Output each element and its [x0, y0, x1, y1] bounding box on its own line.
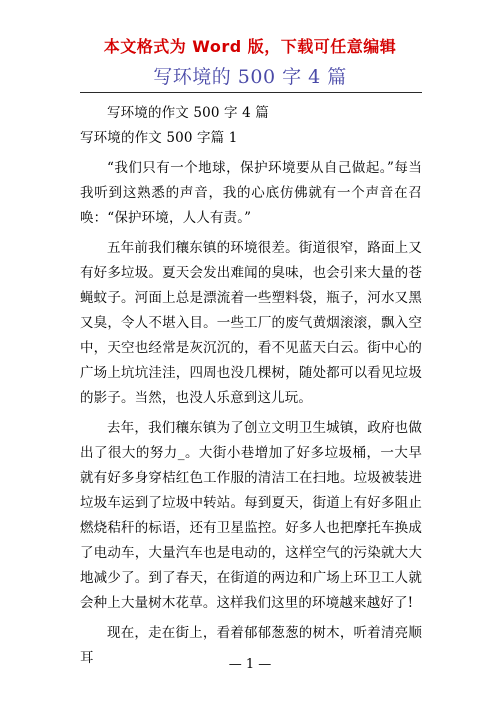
- download-banner: 本文格式为 Word 版，下载可任意编辑: [103, 37, 397, 56]
- paragraph: “我们只有一个地球，保护环境要从自己做起。”每当我听到这熟悉的声音，我的心底仿佛就有一个声音在召唤：“保护环境，人人有责。”: [80, 160, 422, 226]
- paragraph: 五年前我们穰东镇的环境很差。街道很窄，路面上又有好多垃圾。夏天会发出难闻的臭味，也会引来大量的苍蝇蚊子。河面上总是漂流着一些塑料袋，瓶子，河水又黑又臭，令人不堪入目。一些工厂的废气黄烟滚滚，飘入空中，天空也经常是灰沉沉的，看不见蓝天白云。街中心的广场上坑坑洼洼，四周也没几棵树，随处都可以看见垃圾的影子。当然，也没人乐意到这儿玩。: [80, 240, 422, 406]
- paragraph: 去年，我们穰东镇为了创立文明卫生城镇，政府也做出了很大的努力_。大街小巷增加了好多垃圾桶，一大早就有好多身穿桔红色工作服的清洁工在扫地。垃圾被装进垃圾车运到了垃圾中转站。每到夏天，街道上有好多阻止燃烧秸秆的标语，还有卫星监控。好多人也把摩托车换成了电动车，大量汽车也是电动的，这样空气的污染就大大地减少了。到了春天，在街道的两边和广场上环卫工人就会种上大量树木花草。这样我们这里的环境越来越好了!: [80, 420, 422, 611]
- article-body: [80, 101, 422, 676]
- page-number: — 1 —: [228, 657, 272, 672]
- paragraph: 现在，走在街上，看着郁郁葱葱的树木，听着清亮顺耳: [80, 625, 422, 666]
- title-divider: [80, 92, 422, 93]
- article-heading-line: 写环境的作文 500 字 4 篇: [107, 105, 269, 121]
- document-title: 写环境的 500 字 4 篇: [153, 66, 347, 88]
- article-subheading: 写环境的作文 500 字篇 1: [80, 130, 238, 146]
